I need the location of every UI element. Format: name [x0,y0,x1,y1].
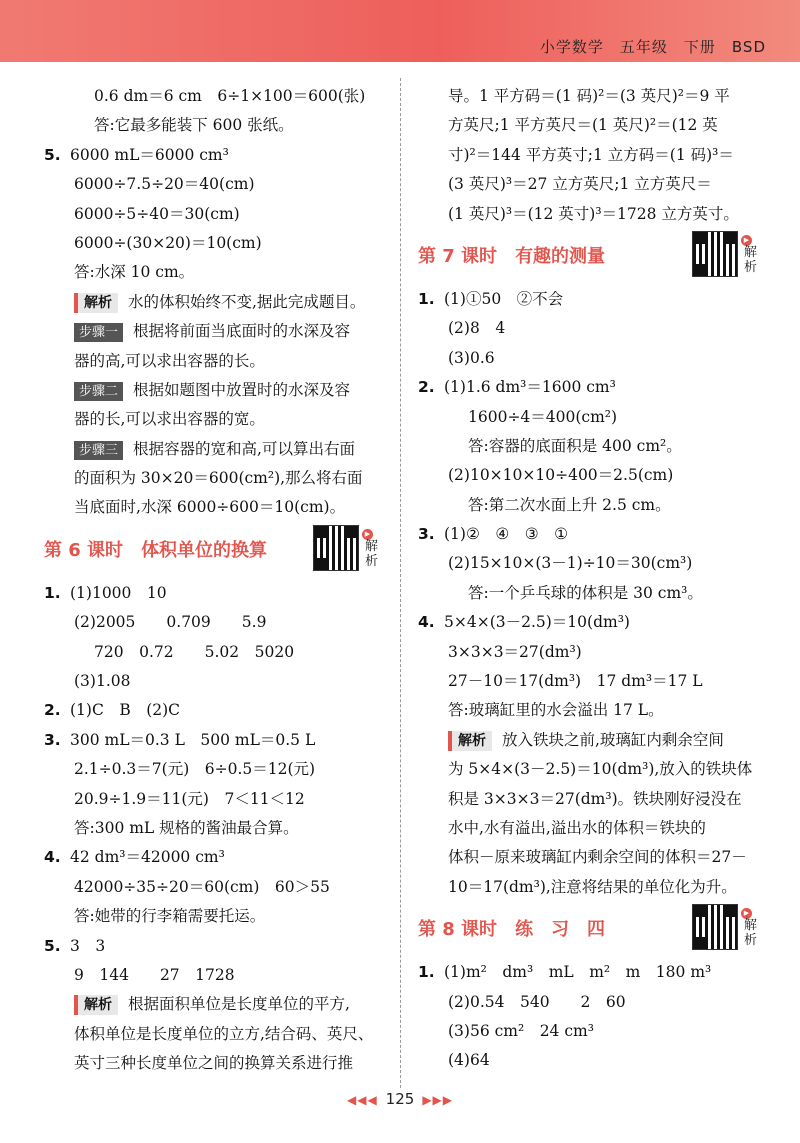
question-number: 3. [44,730,61,749]
question-number: 5. [44,936,61,955]
answer-line: 27－10＝17(dm³) 17 dm³＝17 L [448,672,703,691]
question-2: 2. (1)C B (2)C [44,696,389,725]
question-number: 1. [418,963,435,982]
lesson-title: 体积单位的换算 [141,539,268,561]
question-3: 3. (1)② ④ ③ ① [418,520,768,549]
analysis-line: 解析 放入铁块之前,玻璃缸内剩余空间 [418,726,768,755]
analysis-line: 水中,水有溢出,溢出水的体积＝铁块的 [448,818,706,837]
column-divider [400,78,401,1088]
analysis-tag: 解析 [74,995,118,1015]
step-2: 步骤二 根据如题图中放置时的水深及容 [44,376,389,405]
answer-line: (2)10×10×10÷400＝2.5(cm) [448,466,674,485]
question-number: 2. [44,701,61,720]
lesson-number: 第 6 课时 [44,539,124,561]
question-number: 5. [44,145,61,164]
analysis-line: 体积－原来玻璃缸内剩余空间的体积＝27－ [448,848,747,867]
analysis-line: 10＝17(dm³),注意将结果的单位化为升。 [448,877,737,896]
lesson-title: 练 习 四 [515,919,606,941]
analysis-line: 英寸三种长度单位之间的换算关系进行推 [74,1054,354,1073]
question-5: 5. 6000 mL＝6000 cm³ [44,141,389,170]
question-number: 1. [418,289,435,308]
answer-line: 2.1÷0.3＝7(元) 6÷0.5＝12(元) [74,760,316,779]
analysis-tag: 解析 [448,731,492,751]
continued-line: 导。1 平方码＝(1 码)²＝(3 英尺)²＝9 平 [448,87,730,105]
left-column [44,82,389,1079]
step-2-cont: 器的长,可以求出容器的宽。 [74,410,265,429]
answer-line: 42000÷35÷20＝60(cm) 60＞55 [74,877,330,896]
play-icon: ▶ [741,235,752,246]
question-4: 4. 42 dm³＝42000 cm³ [44,843,389,872]
header-bar [0,0,800,62]
answer-line: (2)15×10×(3－1)÷10＝30(cm³) [448,554,693,573]
question-number: 4. [418,613,435,632]
question-1: 1. (1)m² dm³ mL m² m 180 m³ [418,958,768,987]
book-title: 小学数学 五年级 下册 BSD [539,38,766,56]
step-3-cont: 当底面时,水深 6000÷600＝10(cm)。 [74,498,346,517]
lesson-number: 第 8 课时 [418,919,498,941]
qr-code-icon[interactable] [692,231,738,277]
question-number: 3. [418,525,435,544]
analysis-line: 体积单位是长度单位的立方,结合码、英尺、 [74,1024,374,1043]
answer-line: 答:水深 10 cm。 [74,263,195,282]
answer-line: 720 0.72 5.02 5020 [94,642,295,661]
page-footer [0,1090,800,1108]
step-tag: 步骤二 [74,382,123,401]
qr-label: 解析 [365,538,379,569]
continued-line: 方英尺;1 平方英尺＝(1 英尺)²＝(12 英 [448,116,718,135]
question-5: 5. 3 3 [44,932,389,961]
answer-line: 答:第二次水面上升 2.5 cm。 [468,495,671,514]
lesson-7-heading [418,237,768,281]
analysis-line: 为 5×4×(3－2.5)＝10(dm³),放入的铁块体 [448,760,753,779]
lesson-6-heading [44,531,389,575]
step-1-cont: 器的高,可以求出容器的长。 [74,351,265,370]
analysis-intro: 解析 水的体积始终不变,据此完成题目。 [44,288,389,317]
next-arrows-icon: ▶▶▶ [422,1093,453,1107]
lesson-title: 有趣的测量 [515,245,606,267]
answer-line: 3×3×3＝27(dm³) [448,642,582,661]
step-1: 步骤一 根据将前面当底面时的水深及容 [44,317,389,346]
answer-line: (3)1.08 [74,672,131,691]
step-tag: 步骤三 [74,441,123,460]
analysis-line: 解析 根据面积单位是长度单位的平方, [44,990,389,1019]
answer-line: 0.6 dm＝6 cm 6÷1×100＝600(张) [94,87,366,105]
answer-line: 答:它最多能装下 600 张纸。 [94,116,294,135]
answer-line: 9 144 27 1728 [74,965,235,984]
step-3-cont: 的面积为 30×20＝600(cm²),那么将右面 [74,469,363,488]
question-number: 2. [418,378,435,397]
analysis-line: 积是 3×3×3＝27(dm³)。铁块刚好浸没在 [448,789,742,808]
question-4: 4. 5×4×(3－2.5)＝10(dm³) [418,608,768,637]
prev-arrows-icon: ◀◀◀ [346,1093,378,1107]
analysis-tag: 解析 [74,293,118,313]
step-3: 步骤三 根据容器的宽和高,可以算出右面 [44,435,389,464]
right-column [418,82,768,1076]
answer-line: 20.9÷1.9＝11(元) 7＜11＜12 [74,789,305,808]
answer-line: 答:她带的行李箱需要托运。 [74,907,266,926]
step-tag: 步骤一 [74,323,123,342]
lesson-number: 第 7 课时 [418,245,498,267]
answer-line: 6000÷5÷40＝30(cm) [74,204,240,223]
qr-label: 解析 [744,244,758,275]
continued-line: 寸)²＝144 平方英寸;1 立方码＝(1 码)³＝ [448,145,734,164]
answer-line: (3)0.6 [448,348,495,367]
answer-line: 答:一个乒乓球的体积是 30 cm³。 [468,583,703,602]
question-3: 3. 300 mL＝0.3 L 500 mL＝0.5 L [44,726,389,755]
answer-line: (4)64 [448,1051,490,1070]
play-icon: ▶ [741,908,752,919]
answer-line: (3)56 cm² 24 cm³ [448,1021,594,1040]
answer-line: 答:玻璃缸里的水会溢出 17 L。 [448,701,664,720]
answer-line: 6000÷(30×20)＝10(cm) [74,233,262,252]
qr-code-icon[interactable] [692,904,738,950]
question-1: 1. (1)1000 10 [44,579,389,608]
continued-line: (1 英尺)³＝(12 英寸)³＝1728 立方英寸。 [448,204,739,223]
question-number: 4. [44,848,61,867]
question-number: 1. [44,583,61,602]
qr-code-icon[interactable] [313,525,359,571]
lesson-8-heading [418,910,768,954]
answer-line: (2)8 4 [448,319,506,338]
answer-line: (2)2005 0.709 5.9 [74,613,267,632]
answer-line: 1600÷4＝400(cm²) [468,407,618,426]
page-number: 125 [385,1090,415,1108]
qr-label: 解析 [744,918,758,949]
question-2: 2. (1)1.6 dm³＝1600 cm³ [418,373,768,402]
answer-line: (2)0.54 540 2 60 [448,992,626,1011]
answer-line: 答:容器的底面积是 400 cm²。 [468,436,682,455]
continued-line: (3 英尺)³＝27 立方英尺;1 立方英尺＝ [448,175,712,194]
answer-line: 6000÷7.5÷20＝40(cm) [74,175,255,194]
answer-line: 答:300 mL 规格的酱油最合算。 [74,818,299,837]
question-1: 1. (1)①50 ②不会 [418,285,768,314]
play-icon: ▶ [362,529,373,540]
